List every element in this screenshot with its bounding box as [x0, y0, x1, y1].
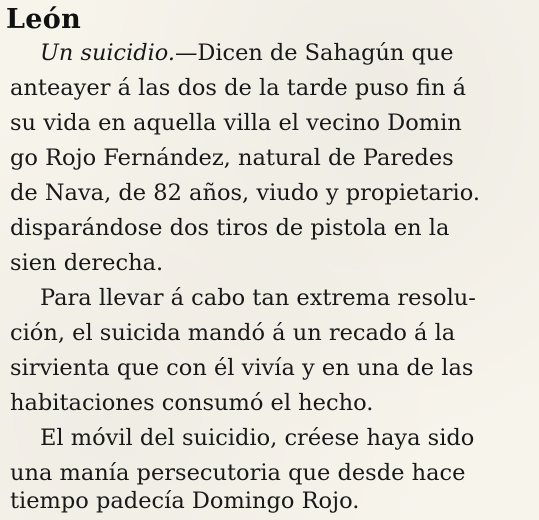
article-line-7: sien derecha.	[10, 250, 164, 276]
article-line-1-text: —Dicen de Sahagún que	[174, 40, 454, 66]
article-line-11: habitaciones consumó el hecho.	[10, 390, 374, 416]
article-line-5: de Nava, de 82 años, viudo y propietario.	[10, 180, 481, 206]
article-line-9: ción, el suicida mandó á un recado á la	[10, 320, 456, 346]
section-heading: León	[6, 4, 82, 35]
article-line-3: su vida en aquella villa el vecino Domin	[10, 110, 462, 136]
article-line-1	[40, 36, 528, 70]
article-line-4: go Rojo Fernández, natural de Paredes	[10, 145, 454, 171]
article-line-8: Para llevar á cabo tan extrema resolu-	[40, 285, 476, 311]
article-line-14: tiempo padecía Domingo Rojo.	[10, 488, 360, 514]
article-line-10: sirvienta que con él vivía y en una de las	[10, 355, 474, 381]
article-line-2: anteayer á las dos de la tarde puso fin á	[10, 75, 467, 101]
article-line-13: una manía persecutoria que desde hace	[10, 460, 466, 486]
article-line-6: disparándose dos tiros de pistola en la	[10, 215, 450, 241]
article-title: Un suicidio.	[40, 40, 175, 66]
article-line-12: El móvil del suicidio, créese haya sido	[40, 425, 475, 451]
